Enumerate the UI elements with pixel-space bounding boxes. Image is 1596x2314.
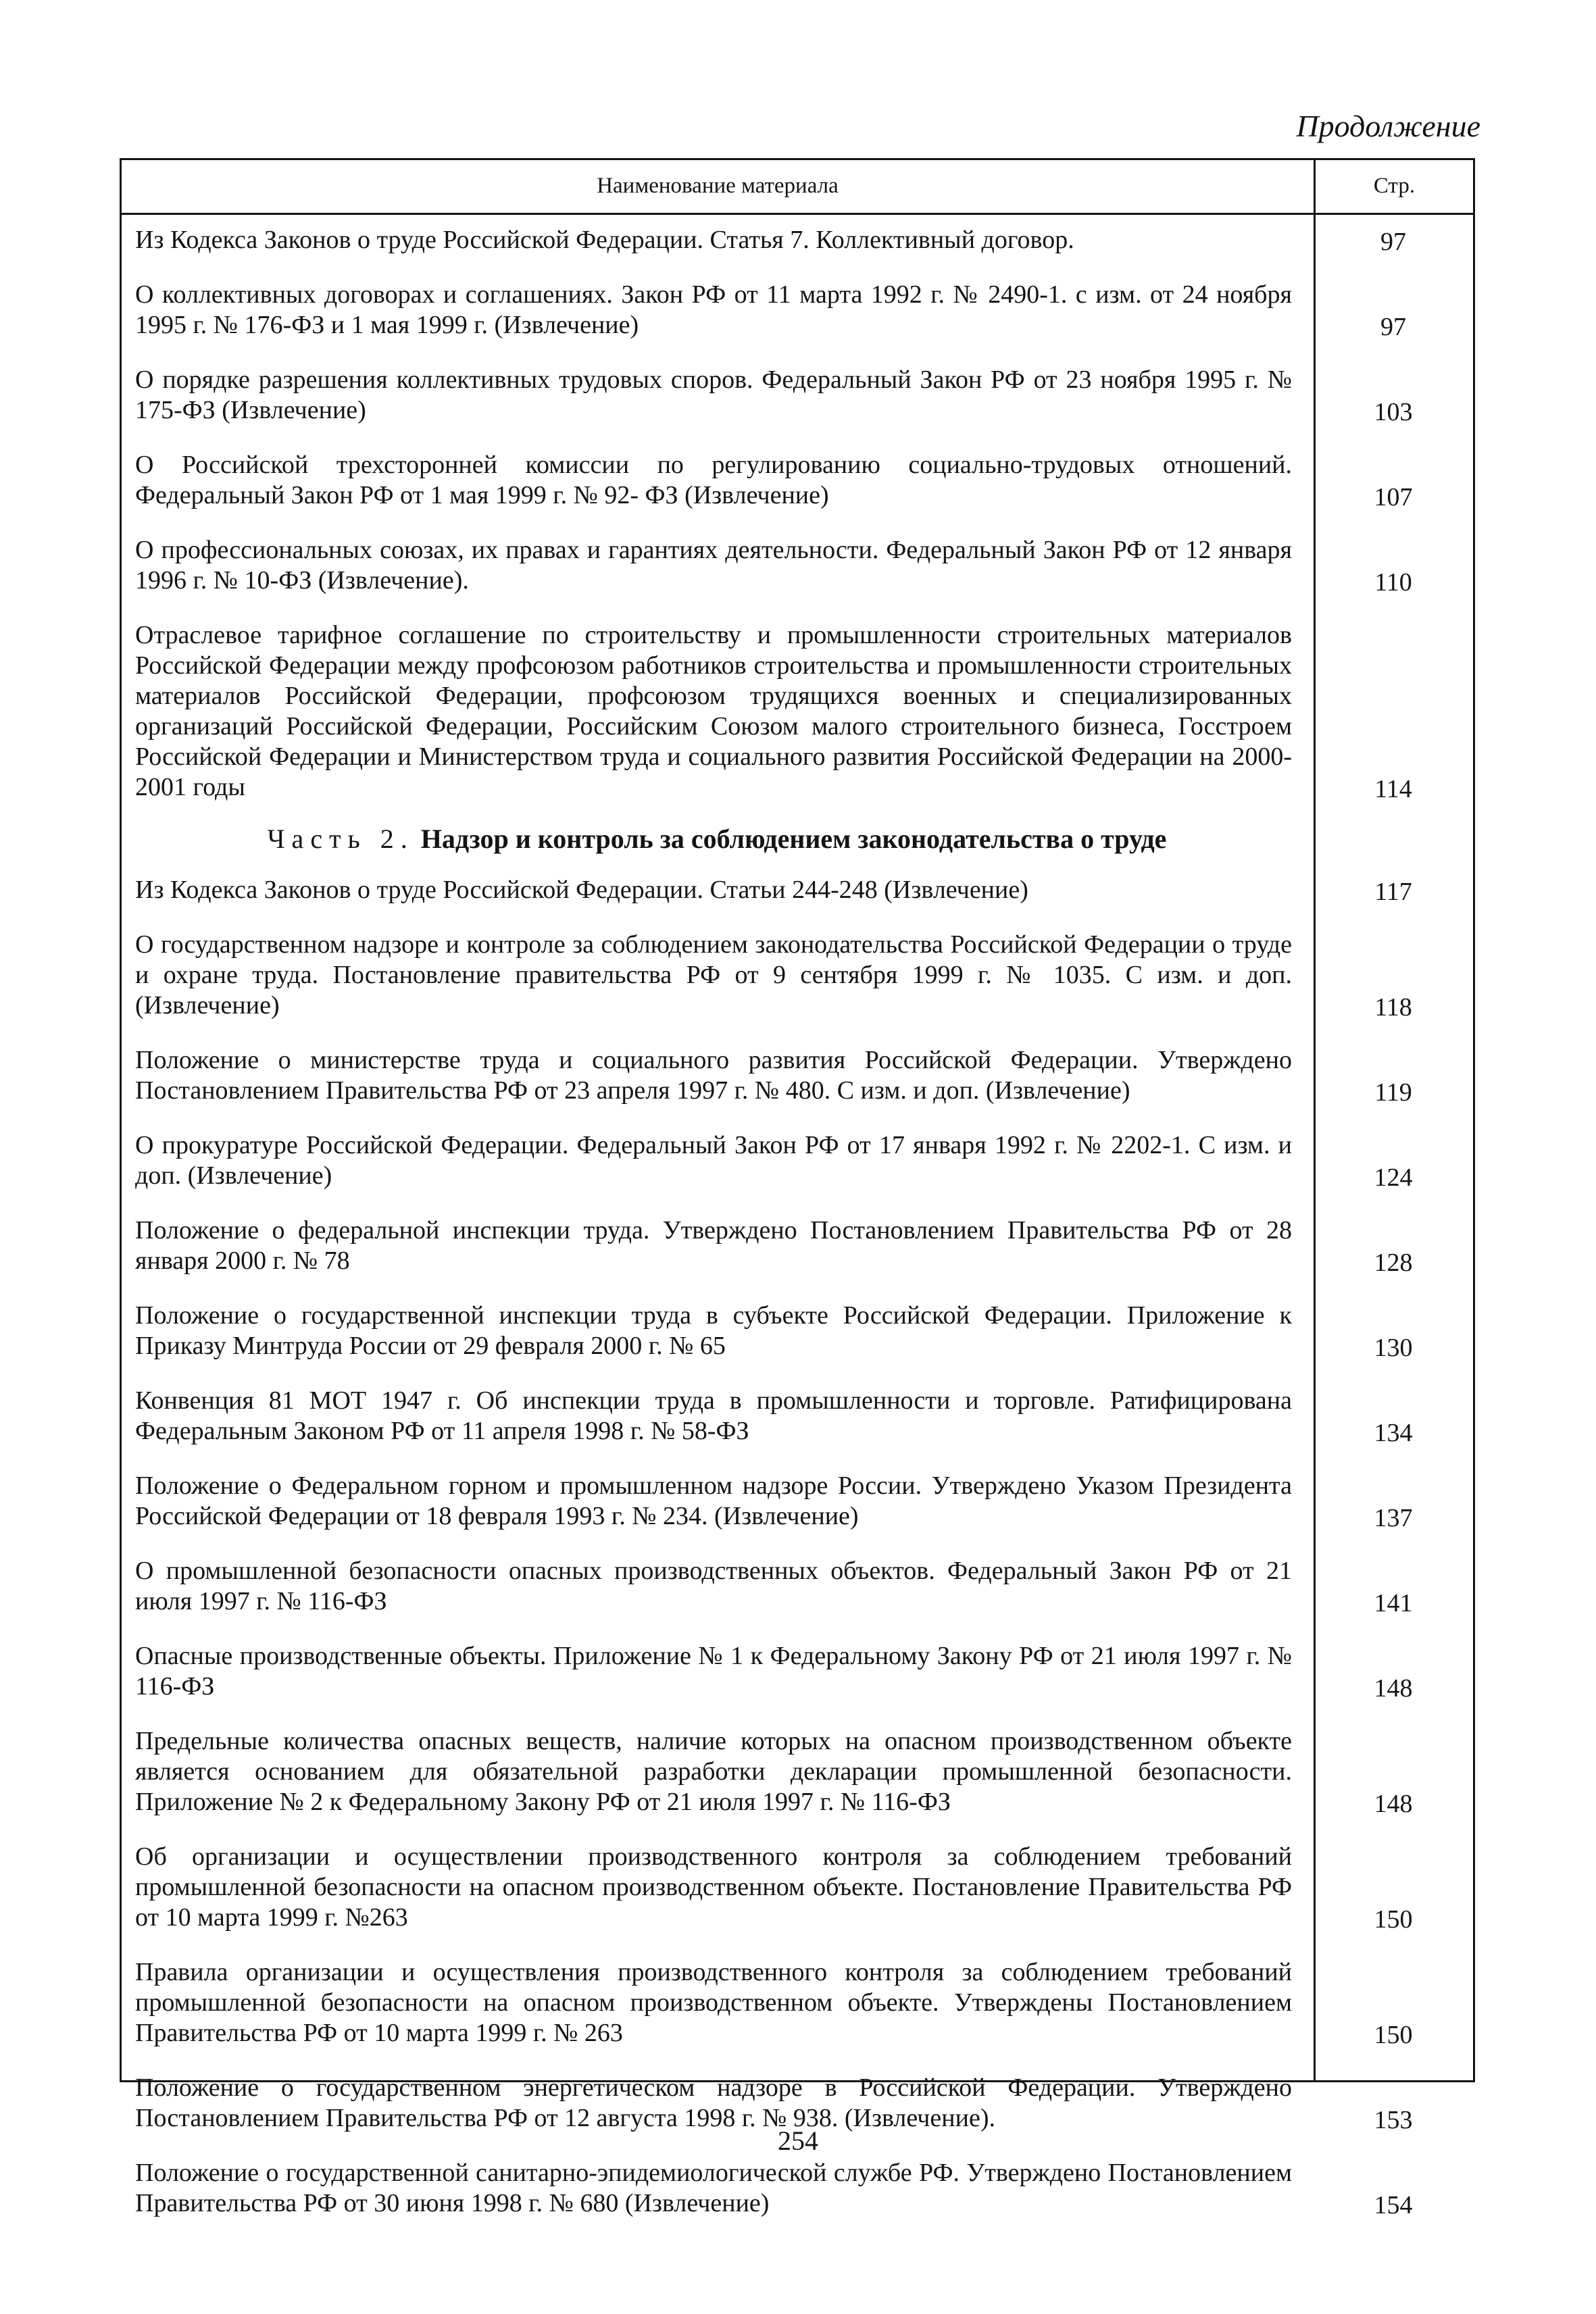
entry-page: 114 [1374, 775, 1412, 803]
entry-page: 148 [1374, 1790, 1413, 1818]
entry-title: Об организации и осуществлении производственного контроля за соблюдением требований промышленной безопасности на опасном производственном объекте. Постановление Правительства РФ от 10 марта 1999 г. №263 [135, 1842, 1292, 1932]
entry-page: 134 [1374, 1419, 1413, 1447]
section-heading [122, 823, 1473, 855]
toc-entry [122, 1215, 1473, 1276]
entry-title: Положение о государственном энергетическом надзоре в Российской Федерации. Утверждено Постановлением Правительства РФ от 12 августа 1998 г. № 938. (Извлечение). [135, 2073, 1292, 2132]
entry-page: 97 [1380, 228, 1406, 256]
page-number: 254 [778, 2126, 818, 2156]
part1-entries [122, 225, 1473, 803]
entry-page: 103 [1374, 398, 1413, 426]
entry-title: О Российской трехсторонней комиссии по регулированию социально-трудовых отношений. Федеральный Закон РФ от 1 мая 1999 г. № 92- ФЗ (Извлечение) [135, 451, 1292, 509]
part2-entries [122, 875, 1473, 2219]
toc-entry [122, 1842, 1473, 1933]
entry-title: О промышленной безопасности опасных производственных объектов. Федеральный Закон РФ от 21 июля 1997 г. № 116-ФЗ [135, 1557, 1292, 1615]
toc-entry [122, 930, 1473, 1021]
entry-title: Опасные производственные объекты. Приложение № 1 к Федеральному Закону РФ от 21 июля 1997 г. № 116-ФЗ [135, 1642, 1292, 1701]
toc-entry [122, 2158, 1473, 2219]
table-header [122, 160, 1473, 215]
toc-entry [122, 365, 1473, 426]
entry-page: 107 [1374, 483, 1413, 511]
entry-page: 97 [1380, 313, 1406, 341]
entry-page: 137 [1374, 1504, 1413, 1532]
toc-entry [122, 1641, 1473, 1702]
entry-title: О коллективных договорах и соглашениях. Закон РФ от 11 марта 1992 г. № 2490-1. с изм. от 24 ноября 1995 г. № 176-ФЗ и 1 мая 1999 г. (Извлечение) [135, 280, 1292, 339]
toc-entry [122, 535, 1473, 596]
entry-page: 153 [1374, 2106, 1413, 2134]
entry-title: Положение о федеральной инспекции труда. Утверждено Постановлением Правительства РФ от 28 января 2000 г. № 78 [135, 1216, 1292, 1275]
entry-title: О прокуратуре Российской Федерации. Федеральный Закон РФ от 17 января 1992 г. № 2202-1. С изм. и доп. (Извлечение) [135, 1131, 1292, 1190]
entry-title: Положение о государственной инспекции труда в субъекте Российской Федерации. Приложение к Приказу Минтруда России от 29 февраля 2000 г. № 65 [135, 1301, 1292, 1360]
toc-entry [122, 1130, 1473, 1191]
table-body [122, 225, 1473, 2243]
entry-page: 124 [1374, 1163, 1413, 1192]
entry-title: Предельные количества опасных веществ, наличие которых на опасном производственном объекте является основанием для обязательной разработки декларации промышленной безопасности. Приложение № 2 к Федеральному Закону РФ от 21 июля 1997 г. № 116-ФЗ [135, 1727, 1292, 1816]
toc-entry [122, 1556, 1473, 1617]
entry-page: 154 [1374, 2191, 1413, 2219]
entry-page: 110 [1374, 568, 1412, 597]
section-title: Надзор и контроль за соблюдением законодательства о труде [420, 824, 1167, 854]
entry-title: Положение о Федеральном горном и промышленном надзоре России. Утверждено Указом Президента Российской Федерации от 18 февраля 1993 г. № 234. (Извлечение) [135, 1472, 1292, 1530]
toc-entry [122, 225, 1473, 255]
toc-entry [122, 1301, 1473, 1361]
toc-entry [122, 280, 1473, 341]
section-prefix: Часть 2. [267, 824, 414, 854]
entry-page: 150 [1374, 2021, 1413, 2049]
entry-title: Положение о министерстве труда и социального развития Российской Федерации. Утверждено Постановлением Правительства РФ от 23 апреля 1997 г. № 480. С изм. и доп. (Извлечение) [135, 1046, 1292, 1105]
toc-entry [122, 1726, 1473, 1817]
toc-entry [122, 1386, 1473, 1447]
entry-page: 150 [1374, 1905, 1413, 1934]
header-name: Наименование материала [597, 174, 839, 198]
toc-entry [122, 620, 1473, 803]
toc-entry [122, 875, 1473, 905]
entry-page: 148 [1374, 1674, 1413, 1703]
toc-entry [122, 1045, 1473, 1106]
toc-entry [122, 450, 1473, 511]
continued-label: Продолжение [1296, 109, 1480, 143]
toc-entry [122, 1957, 1473, 2048]
entry-page: 117 [1374, 878, 1412, 906]
entry-page: 119 [1374, 1078, 1412, 1107]
header-page: Стр. [1373, 174, 1416, 198]
entry-title: Из Кодекса Законов о труде Российской Федерации. Статьи 244-248 (Извлечение) [135, 876, 1028, 904]
entry-title: Из Кодекса Законов о труде Российской Федерации. Статья 7. Коллективный договор. [135, 226, 1074, 254]
entry-page: 130 [1374, 1334, 1413, 1362]
entry-title: О порядке разрешения коллективных трудовых споров. Федеральный Закон РФ от 23 ноября 1995 г. № 175-ФЗ (Извлечение) [135, 366, 1292, 424]
entry-page: 118 [1374, 993, 1412, 1022]
entry-title: Положение о государственной санитарно-эпидемиологической службе РФ. Утверждено Постановлением Правительства РФ от 30 июня 1998 г. № 680 (Извлечение) [135, 2159, 1292, 2217]
toc-entry [122, 1471, 1473, 1532]
entry-title: Конвенция 81 МОТ 1947 г. Об инспекции труда в промышленности и торговле. Ратифицирована Федеральным Законом РФ от 11 апреля 1998 г. № 58-ФЗ [135, 1386, 1292, 1445]
entry-title: Отраслевое тарифное соглашение по строительству и промышленности строительных материалов Российской Федерации между профсоюзом работников строительства и промышленности строительных материалов Российской Федерации, профсоюзом трудящихся военных и специализированных организаций Российской Федерации, Российским Союзом малого строительного бизнеса, Госстроем Российской Федерации и Министерством труда и социального развития Российской Федерации на 2000-2001 годы [135, 621, 1292, 801]
entry-page: 128 [1374, 1249, 1413, 1277]
entry-title: О государственном надзоре и контроле за соблюдением законодательства Российской Федерации о труде и охране труда. Постановление правительства РФ от 9 сентября 1999 г. № 1035. С изм. и доп. (Извлечение) [135, 930, 1292, 1020]
entry-title: О профессиональных союзах, их правах и гарантиях деятельности. Федеральный Закон РФ от 12 января 1996 г. № 10-ФЗ (Извлечение). [135, 536, 1292, 595]
entry-page: 141 [1374, 1589, 1413, 1617]
entry-title: Правила организации и осуществления производственного контроля за соблюдением требований промышленной безопасности на опасном производственном объекте. Утверждены Постановлением Правительства РФ от 10 марта 1999 г. № 263 [135, 1958, 1292, 2047]
